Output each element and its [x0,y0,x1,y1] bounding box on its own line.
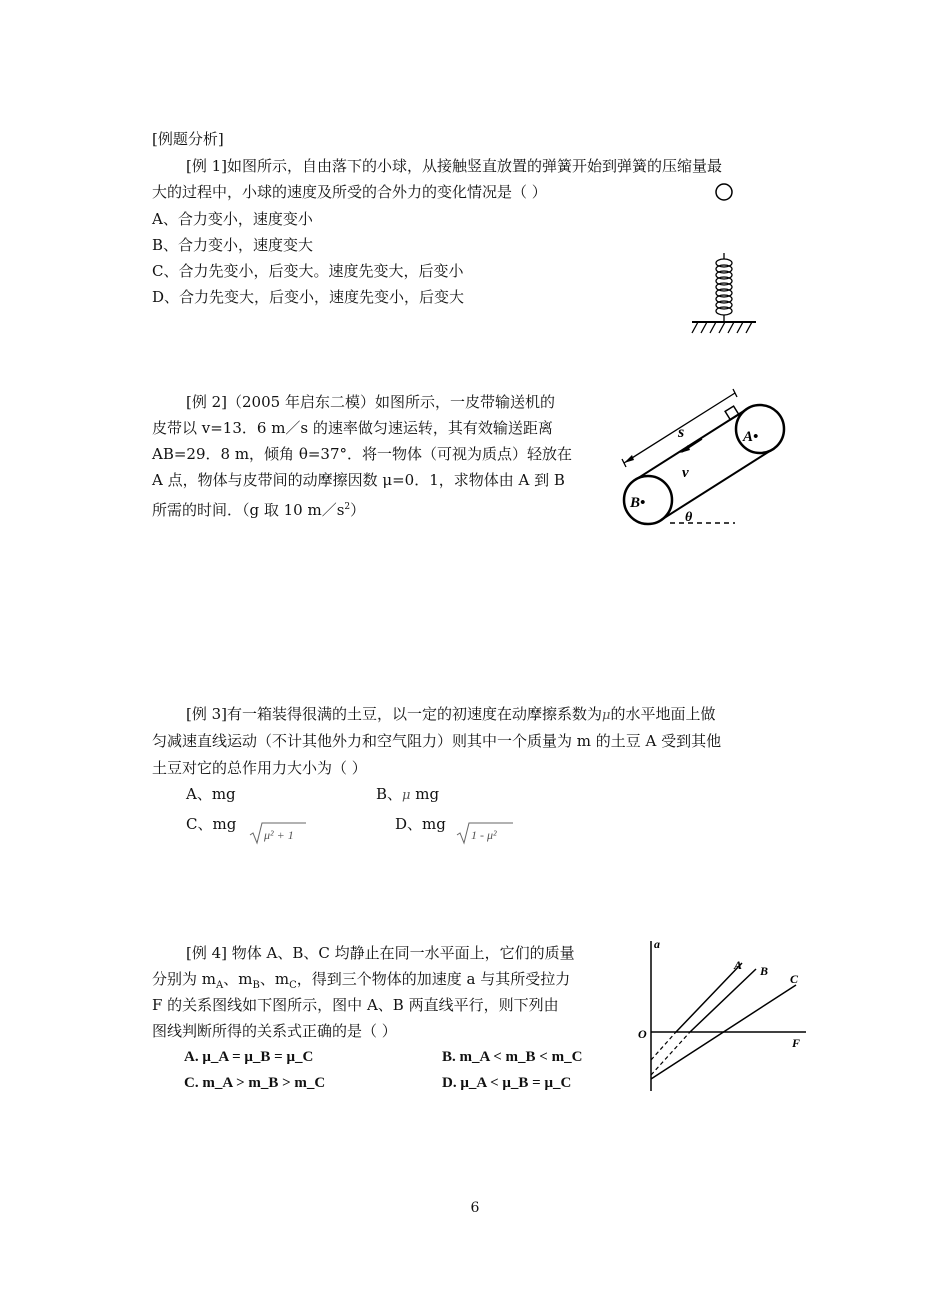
ex2-line5 [152,496,365,521]
ex3-option-b-label: B、 [376,785,403,803]
ex2-line3: AB=29．8 m，倾角 θ=37°．将一物体（可视为质点）轻放在 [152,445,573,463]
section-title: [例题分析] [152,130,224,148]
ex4-option-b: B. m_A < m_B < m_C [442,1049,583,1065]
ex1-line2: 大的过程中，小球的速度及所受的合外力的变化情况是（ ） [152,183,547,201]
ex1-line1: [例 1]如图所示，自由落下的小球，从接触竖直放置的弹簧开始到弹簧的压缩量最 [186,157,723,175]
ex3-option-a: A、mg [186,785,236,803]
ex4-line2-pre: 分别为 m [152,970,216,988]
sub-c: C [289,980,297,991]
ex4-line2-mid2: 、m [259,970,290,988]
ex2-line5-exponent: 2 [344,502,351,512]
ex2-line1: [例 2]（2005 年启东二模）如图所示，一皮带输送机的 [186,393,555,411]
ex2-line5-main: 所需的时间．（g 取 10 m／s [152,501,345,519]
sqrt-c-expr: μ² + 1 [264,828,294,842]
ex4-line2 [152,968,570,997]
ex3-option-b [376,783,439,807]
ex4-line4: 图线判断所得的关系式正确的是（ ） [152,1022,397,1040]
ex3-mu: μ [602,708,611,723]
label-a: A• [743,429,759,445]
belt-bottom [661,449,773,520]
ex2-line5-end: ） [350,501,366,519]
ex1-option-b: B、合力变小，速度变大 [152,236,314,254]
ex3-option-b-mu: μ [402,788,411,803]
ex3-line2: 匀减速直线运动（不计其他外力和空气阻力）则其中一个质量为 m 的土豆 A 受到其他 [152,732,722,750]
sqrt-d [455,820,515,846]
ex4-line2-mid1: 、m [223,970,253,988]
line-label-a: A [734,958,743,972]
ex2-line2: 皮带以 v=13．6 m／s 的速率做匀速运转，其有效输送距离 [152,419,553,437]
spring-coil [716,253,732,322]
ex3-option-c: C、mg [186,815,237,833]
label-b: B• [630,495,646,511]
ground-hatch [692,322,756,333]
ex3-line3: 土豆对它的总作用力大小为（ ） [152,759,367,777]
ex1-option-c: C、合力先变小，后变大。速度先变大，后变小 [152,262,464,280]
sub-a: A [216,980,224,991]
ex3-line1-b: 的水平地面上做 [610,705,716,723]
page-number: 6 [470,1200,480,1216]
ex3-line1-a: [例 3]有一箱装得很满的土豆，以一定的初速度在动摩擦系数为 [186,705,603,723]
origin-label: O [638,1027,647,1041]
ex4-line2-post: ，得到三个物体的加速度 a 与其所受拉力 [296,970,571,988]
line-b [690,969,756,1032]
sqrt-c [248,820,308,846]
ex1-option-a: A、合力变小，速度变小 [152,210,313,228]
line-label-c: C [790,972,799,986]
label-s: s [678,424,685,441]
ex4-line3: F 的关系图线如下图所示，图中 A、B 两直线平行，则下列由 [152,996,559,1014]
label-v: v [682,465,689,481]
ex2-line4: A 点，物体与皮带间的动摩擦因数 μ=0．1，求物体由 A 到 B [152,471,565,489]
sub-b: B [252,980,260,991]
ex3-option-b-text: mg [410,785,440,803]
conveyor-figure [610,385,795,535]
ball-spring-figure [680,175,770,345]
axis-label-a: a [654,937,660,951]
line-label-b: B [760,964,769,978]
label-theta: θ [685,510,693,525]
ex4-option-d: D. μ_A < μ_B = μ_C [442,1075,572,1091]
ex3-line1 [186,703,716,727]
ex1-option-d: D、合力先变大，后变小，速度先变小，后变大 [152,288,465,306]
ex4-option-a: A. μ_A = μ_B = μ_C [184,1049,314,1065]
sqrt-d-expr: 1 - μ² [471,828,497,842]
distance-arrow-head [624,455,634,463]
ball [716,184,732,200]
line-a-dashed [651,1032,676,1060]
axis-label-f: F [792,1036,801,1050]
ex3-option-d: D、mg [395,815,446,833]
a-f-graph [630,935,810,1095]
line-a [676,963,742,1032]
ex4-option-c: C. m_A > m_B > m_C [184,1075,326,1091]
ex4-line1: [例 4] 物体 A、B、C 均静止在同一水平面上，它们的质量 [186,944,575,962]
